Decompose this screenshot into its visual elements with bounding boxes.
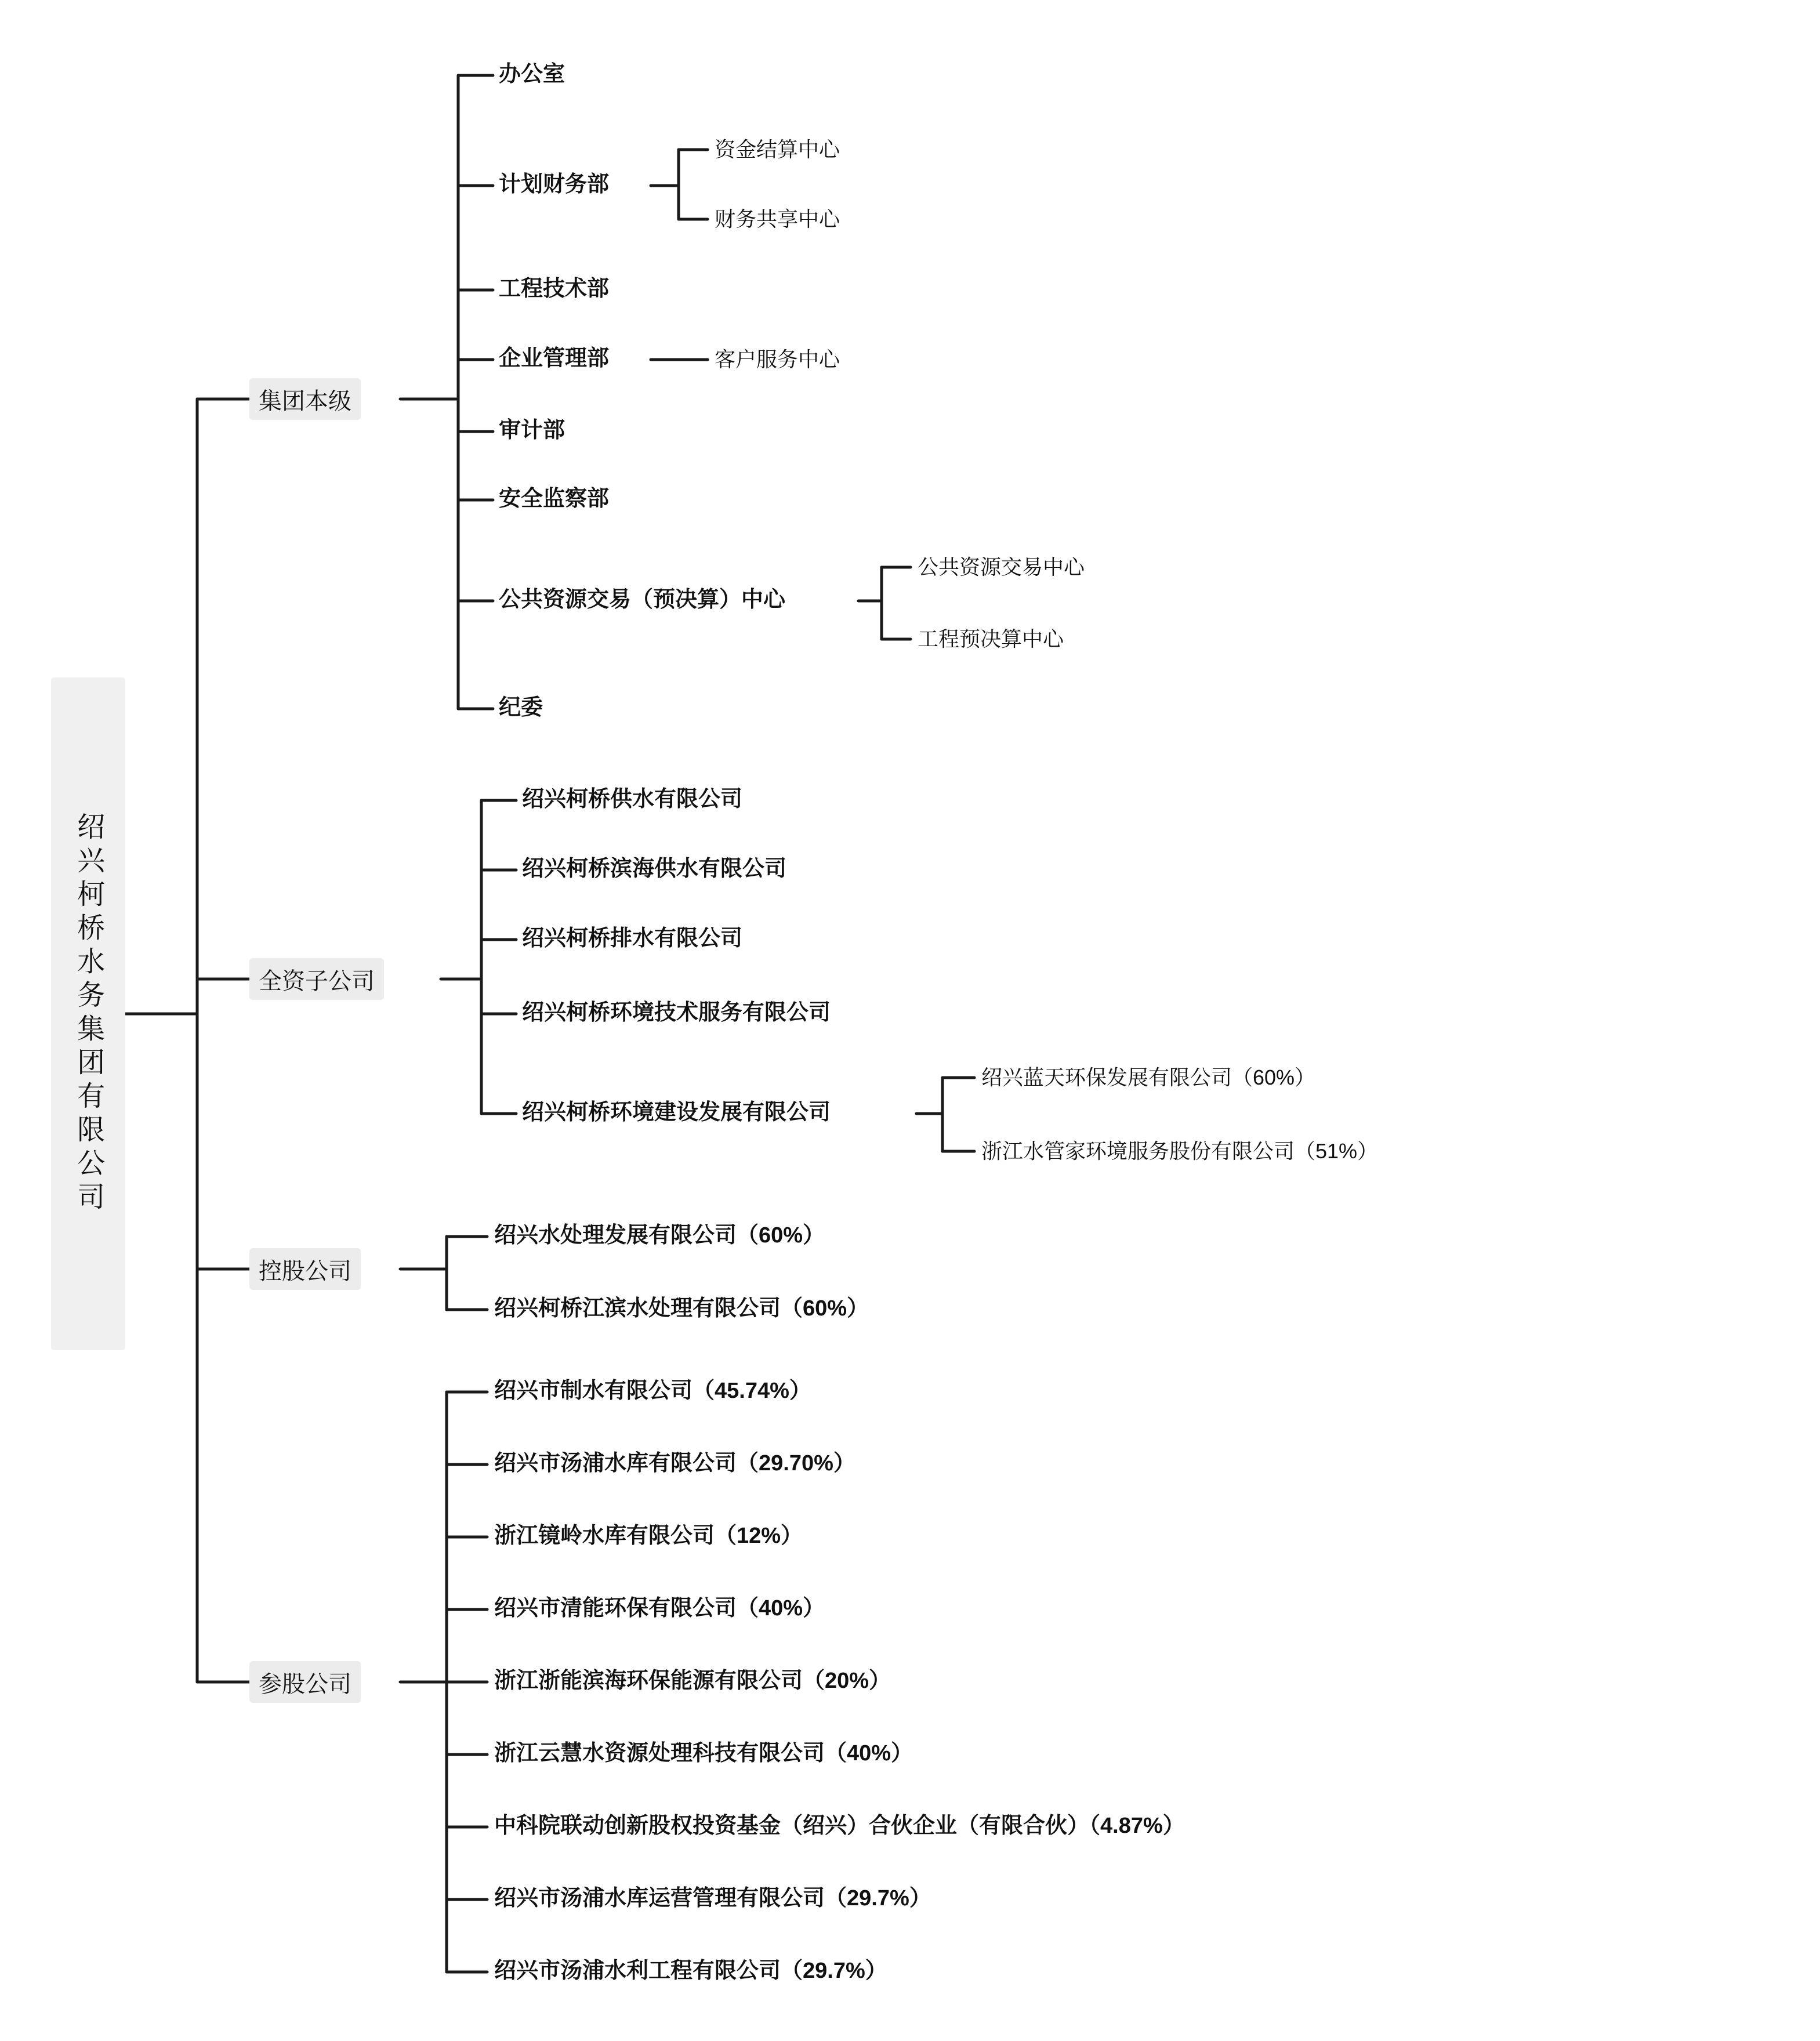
dept-node[interactable]: 纪委 (499, 695, 543, 720)
category-equity[interactable] (249, 1661, 361, 1703)
sub-node[interactable]: 客户服务中心 (715, 347, 840, 371)
equity-node[interactable]: 绍兴市清能环保有限公司（40%） (494, 1596, 825, 1621)
equity-node[interactable]: 浙江镜岭水库有限公司（12%） (494, 1524, 803, 1548)
root-node[interactable] (51, 677, 125, 1350)
dept-node[interactable]: 计划财务部 (499, 172, 610, 197)
equity-node[interactable]: 浙江云慧水资源处理科技有限公司（40%） (494, 1741, 913, 1766)
equity-node[interactable]: 绍兴市汤浦水库运营管理有限公司（29.7%） (494, 1886, 931, 1911)
category-holding[interactable] (249, 1248, 361, 1290)
category-group-label: 集团本级 (259, 388, 351, 414)
dept-node[interactable]: 公共资源交易（预决算）中心 (499, 588, 786, 612)
sub-node[interactable]: 公共资源交易中心 (918, 555, 1085, 579)
category-group[interactable] (249, 378, 361, 420)
root-label: 绍兴柯桥水务集团有限公司 (72, 812, 104, 1216)
equity-node[interactable]: 绍兴市汤浦水利工程有限公司（29.7%） (494, 1959, 887, 1983)
category-wholly[interactable] (249, 958, 384, 1000)
dept-node[interactable]: 工程技术部 (499, 277, 610, 301)
holding-node[interactable]: 绍兴柯桥江滨水处理有限公司（60%） (494, 1296, 869, 1321)
category-equity-label: 参股公司 (259, 1671, 351, 1697)
subsidiary-node[interactable]: 绍兴柯桥排水有限公司 (522, 926, 743, 951)
category-holding-label: 控股公司 (259, 1258, 351, 1284)
category-wholly-label: 全资子公司 (259, 968, 375, 994)
holding-node[interactable]: 绍兴水处理发展有限公司（60%） (494, 1223, 825, 1248)
subsidiary-node[interactable]: 绍兴柯桥环境建设发展有限公司 (522, 1100, 831, 1125)
subsidiary-node[interactable]: 绍兴柯桥供水有限公司 (522, 787, 743, 811)
subsidiary-node[interactable]: 绍兴柯桥滨海供水有限公司 (522, 857, 787, 881)
dept-node[interactable]: 安全监察部 (499, 487, 610, 511)
equity-node[interactable]: 绍兴市制水有限公司（45.74%） (494, 1379, 811, 1403)
dept-node[interactable]: 企业管理部 (499, 346, 610, 371)
sub-node[interactable]: 资金结算中心 (715, 137, 840, 161)
equity-node[interactable]: 浙江浙能滨海环保能源有限公司（20%） (494, 1669, 891, 1693)
dept-node[interactable]: 办公室 (499, 62, 565, 86)
dept-node[interactable]: 审计部 (499, 418, 565, 443)
sub-node[interactable]: 财务共享中心 (715, 207, 840, 231)
subsidiary-node[interactable]: 绍兴柯桥环境技术服务有限公司 (522, 1000, 831, 1025)
sub-node[interactable]: 绍兴蓝天环保发展有限公司（60%） (981, 1065, 1316, 1089)
sub-node[interactable]: 工程预决算中心 (918, 627, 1064, 651)
equity-node[interactable]: 中科院联动创新股权投资基金（绍兴）合伙企业（有限合伙）（4.87%） (494, 1814, 1185, 1838)
equity-node[interactable]: 绍兴市汤浦水库有限公司（29.70%） (494, 1451, 855, 1476)
sub-node[interactable]: 浙江水管家环境服务股份有限公司（51%） (981, 1139, 1379, 1163)
